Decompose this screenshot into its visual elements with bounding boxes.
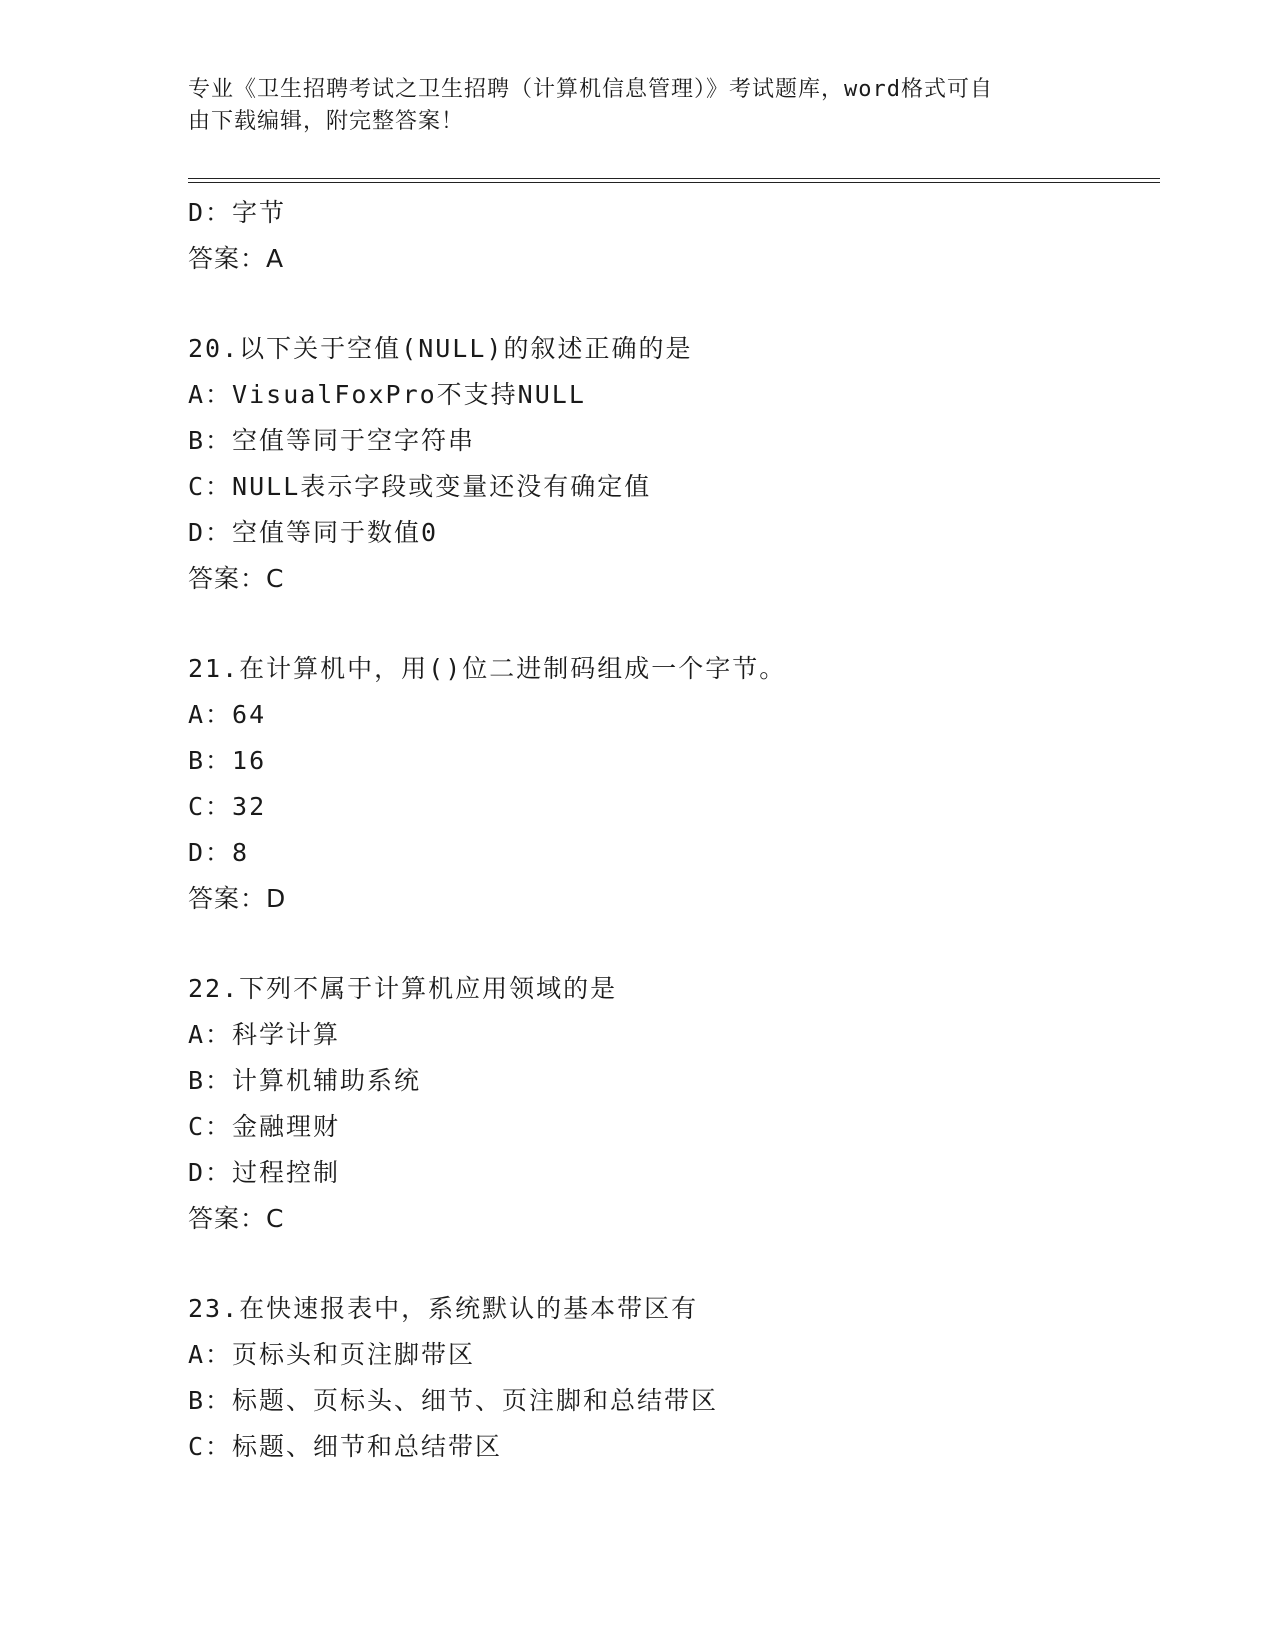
option-c: C：NULL表示字段或变量还没有确定值: [188, 472, 652, 501]
option-d: D：8: [188, 838, 250, 867]
question-list: [188, 190, 1148, 1470]
answer-line: 答案：C: [188, 564, 285, 593]
option-c: C：32: [188, 792, 267, 821]
question-22: [188, 966, 1148, 1242]
option-c: C：标题、细节和总结带区: [188, 1432, 503, 1461]
option-b: B：计算机辅助系统: [188, 1066, 422, 1095]
question-stem: 21.在计算机中，用()位二进制码组成一个字节。: [188, 654, 787, 683]
option-d: D：字节: [188, 198, 287, 227]
question-stem: 22.下列不属于计算机应用领域的是: [188, 974, 618, 1003]
answer-line: 答案：D: [188, 884, 287, 913]
option-a: A：VisualFoxPro不支持NULL: [188, 380, 586, 409]
answer-line: 答案：A: [188, 244, 285, 273]
option-a: A：64: [188, 700, 267, 729]
answer-line: 答案：C: [188, 1204, 285, 1233]
option-d: D：过程控制: [188, 1158, 341, 1187]
option-a: A：页标头和页注脚带区: [188, 1340, 476, 1369]
question-21: [188, 646, 1148, 922]
document-header: [188, 74, 1068, 138]
question-23: [188, 1286, 1148, 1470]
option-c: C：金融理财: [188, 1112, 341, 1141]
option-b: B：16: [188, 746, 267, 775]
question-stem: 23.在快速报表中，系统默认的基本带区有: [188, 1294, 699, 1323]
question-stem: 20.以下关于空值(NULL)的叙述正确的是: [188, 334, 693, 363]
question-20: [188, 326, 1148, 602]
header-divider: [188, 178, 1160, 183]
question-19-tail: [188, 190, 1148, 282]
option-b: B：空值等同于空字符串: [188, 426, 476, 455]
option-b: B：标题、页标头、细节、页注脚和总结带区: [188, 1386, 719, 1415]
header-line-1: 专业《卫生招聘考试之卫生招聘（计算机信息管理）》考试题库，word格式可自: [188, 77, 993, 102]
option-a: A：科学计算: [188, 1020, 341, 1049]
option-d: D：空值等同于数值0: [188, 518, 439, 547]
header-line-2: 由下载编辑，附完整答案！: [188, 109, 465, 134]
